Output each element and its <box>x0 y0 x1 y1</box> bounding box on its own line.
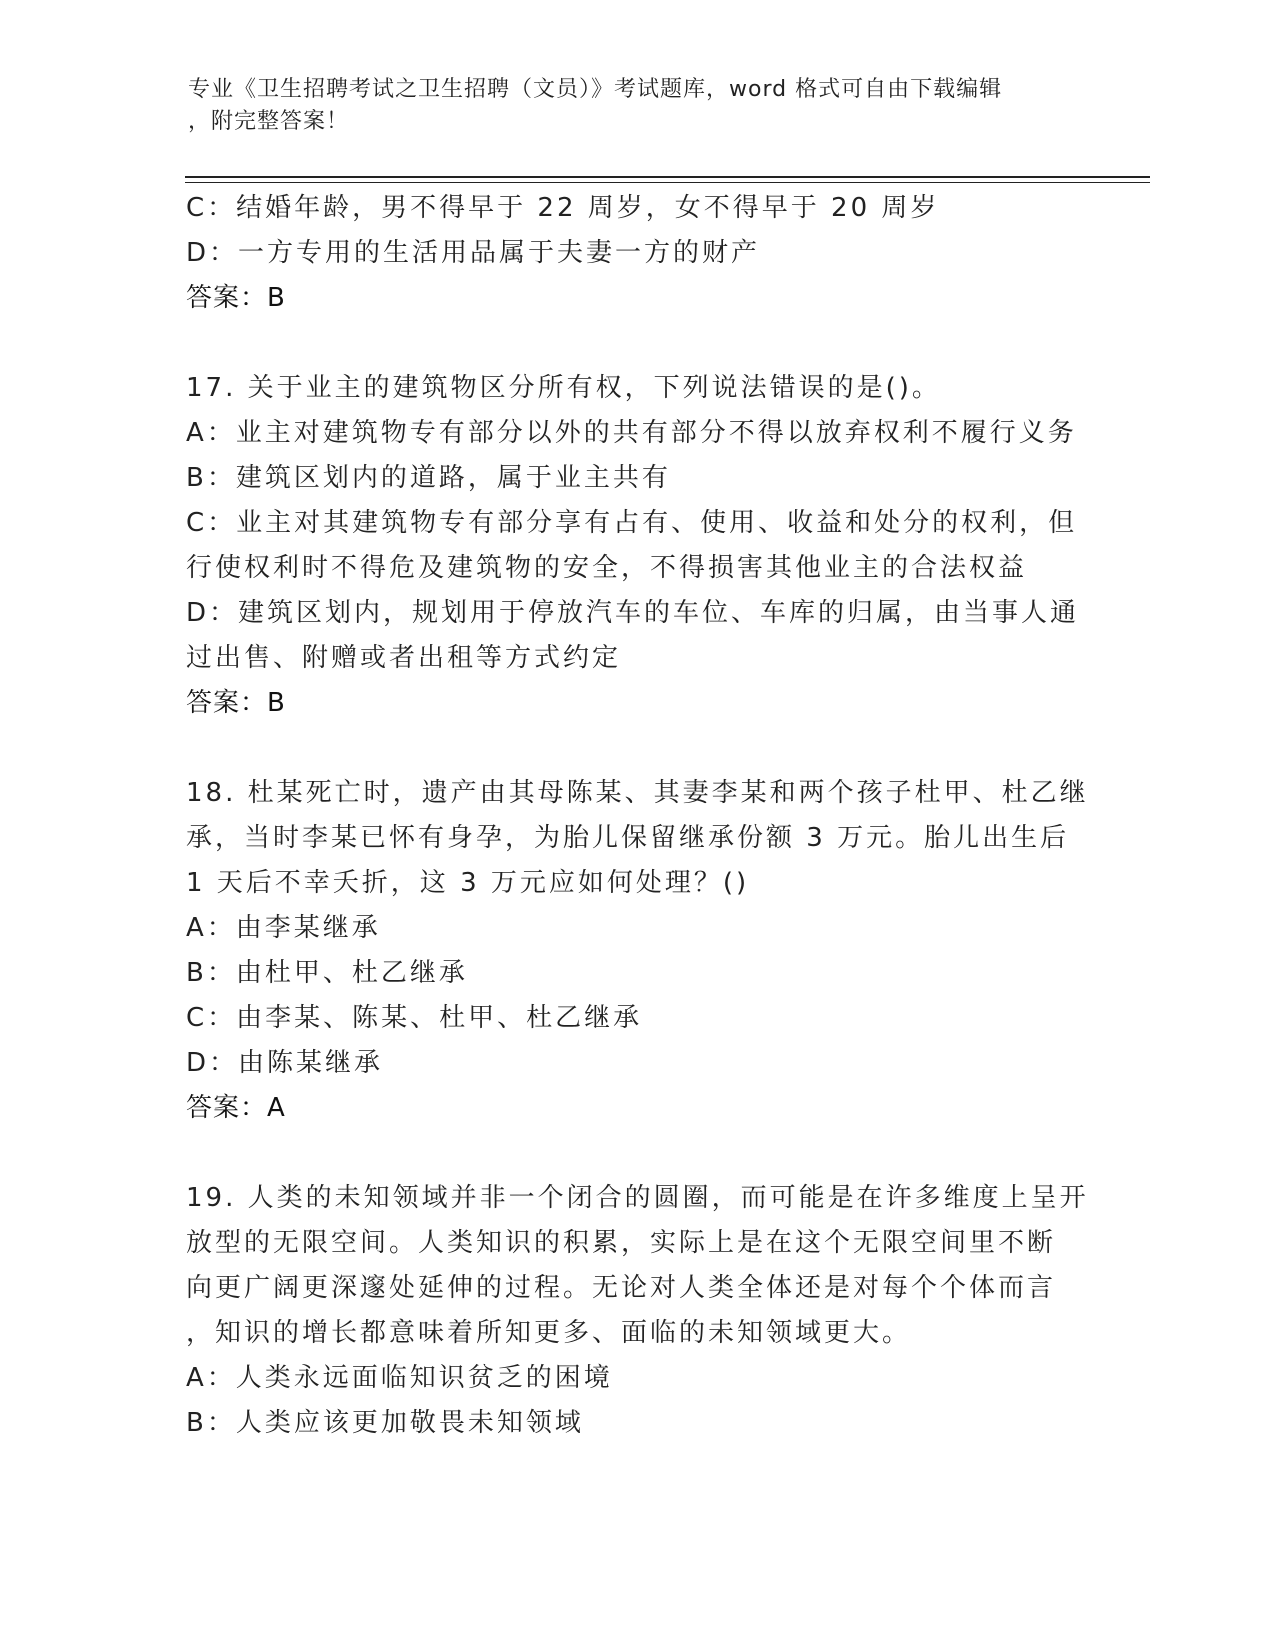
question-stem-continued: 向更广阔更深邃处延伸的过程。无论对人类全体还是对每个个体而言 <box>186 1273 1057 1303</box>
option-d: D：由陈某继承 <box>186 1048 384 1078</box>
option-a: A：人类永远面临知识贫乏的困境 <box>186 1363 613 1393</box>
option-b: B：由杜甲、杜乙继承 <box>186 958 468 988</box>
document-header <box>188 74 1068 138</box>
header-divider-thick <box>185 176 1150 178</box>
option-b: B：人类应该更加敬畏未知领域 <box>186 1408 584 1438</box>
question-stem-continued: 承，当时李某已怀有身孕，为胎儿保留继承份额 3 万元。胎儿出生后 <box>186 823 1070 853</box>
question-list <box>186 186 1089 1446</box>
option-d: D：一方专用的生活用品属于夫妻一方的财产 <box>186 238 761 268</box>
option-a: A：业主对建筑物专有部分以外的共有部分不得以放弃权利不履行义务 <box>186 418 1077 448</box>
question-19 <box>186 1176 1089 1446</box>
question-16 <box>186 186 1086 321</box>
option-a: A：由李某继承 <box>186 913 381 943</box>
option-c: C：业主对其建筑物专有部分享有占有、使用、收益和处分的权利，但 <box>186 508 1078 538</box>
question-stem-continued: 1 天后不幸夭折，这 3 万元应如何处理？() <box>186 868 750 898</box>
option-d: D：建筑区划内，规划用于停放汽车的车位、车库的归属，由当事人通 <box>186 598 1080 628</box>
answer: 答案：B <box>186 688 286 718</box>
spacer <box>186 321 1086 366</box>
question-stem-continued: ，知识的增长都意味着所知更多、面临的未知领域更大。 <box>186 1318 912 1348</box>
question-stem: 18. 杜某死亡时，遗产由其母陈某、其妻李某和两个孩子杜甲、杜乙继 <box>186 778 1089 808</box>
option-b: B：建筑区划内的道路，属于业主共有 <box>186 463 671 493</box>
question-stem: 17. 关于业主的建筑物区分所有权，下列说法错误的是()。 <box>186 373 941 403</box>
question-stem-continued: 放型的无限空间。人类知识的积累，实际上是在这个无限空间里不断 <box>186 1228 1057 1258</box>
header-line-1: 专业《卫生招聘考试之卫生招聘（文员）》考试题库，word 格式可自由下载编辑 <box>188 77 1003 102</box>
header-line-2: ，附完整答案！ <box>188 109 350 134</box>
option-c-continued: 行使权利时不得危及建筑物的安全，不得损害其他业主的合法权益 <box>186 553 1028 583</box>
header-divider-thin <box>185 182 1150 183</box>
question-18 <box>186 771 1089 1131</box>
answer: 答案：A <box>186 1093 286 1123</box>
spacer <box>186 1131 1086 1176</box>
option-c: C：结婚年龄，男不得早于 22 周岁，女不得早于 20 周岁 <box>186 193 940 223</box>
question-stem: 19. 人类的未知领域并非一个闭合的圆圈，而可能是在许多维度上呈开 <box>186 1183 1089 1213</box>
answer: 答案：B <box>186 283 286 313</box>
spacer <box>186 726 1086 771</box>
question-17 <box>186 366 1086 726</box>
option-d-continued: 过出售、附赠或者出租等方式约定 <box>186 643 622 673</box>
option-c: C：由李某、陈某、杜甲、杜乙继承 <box>186 1003 643 1033</box>
